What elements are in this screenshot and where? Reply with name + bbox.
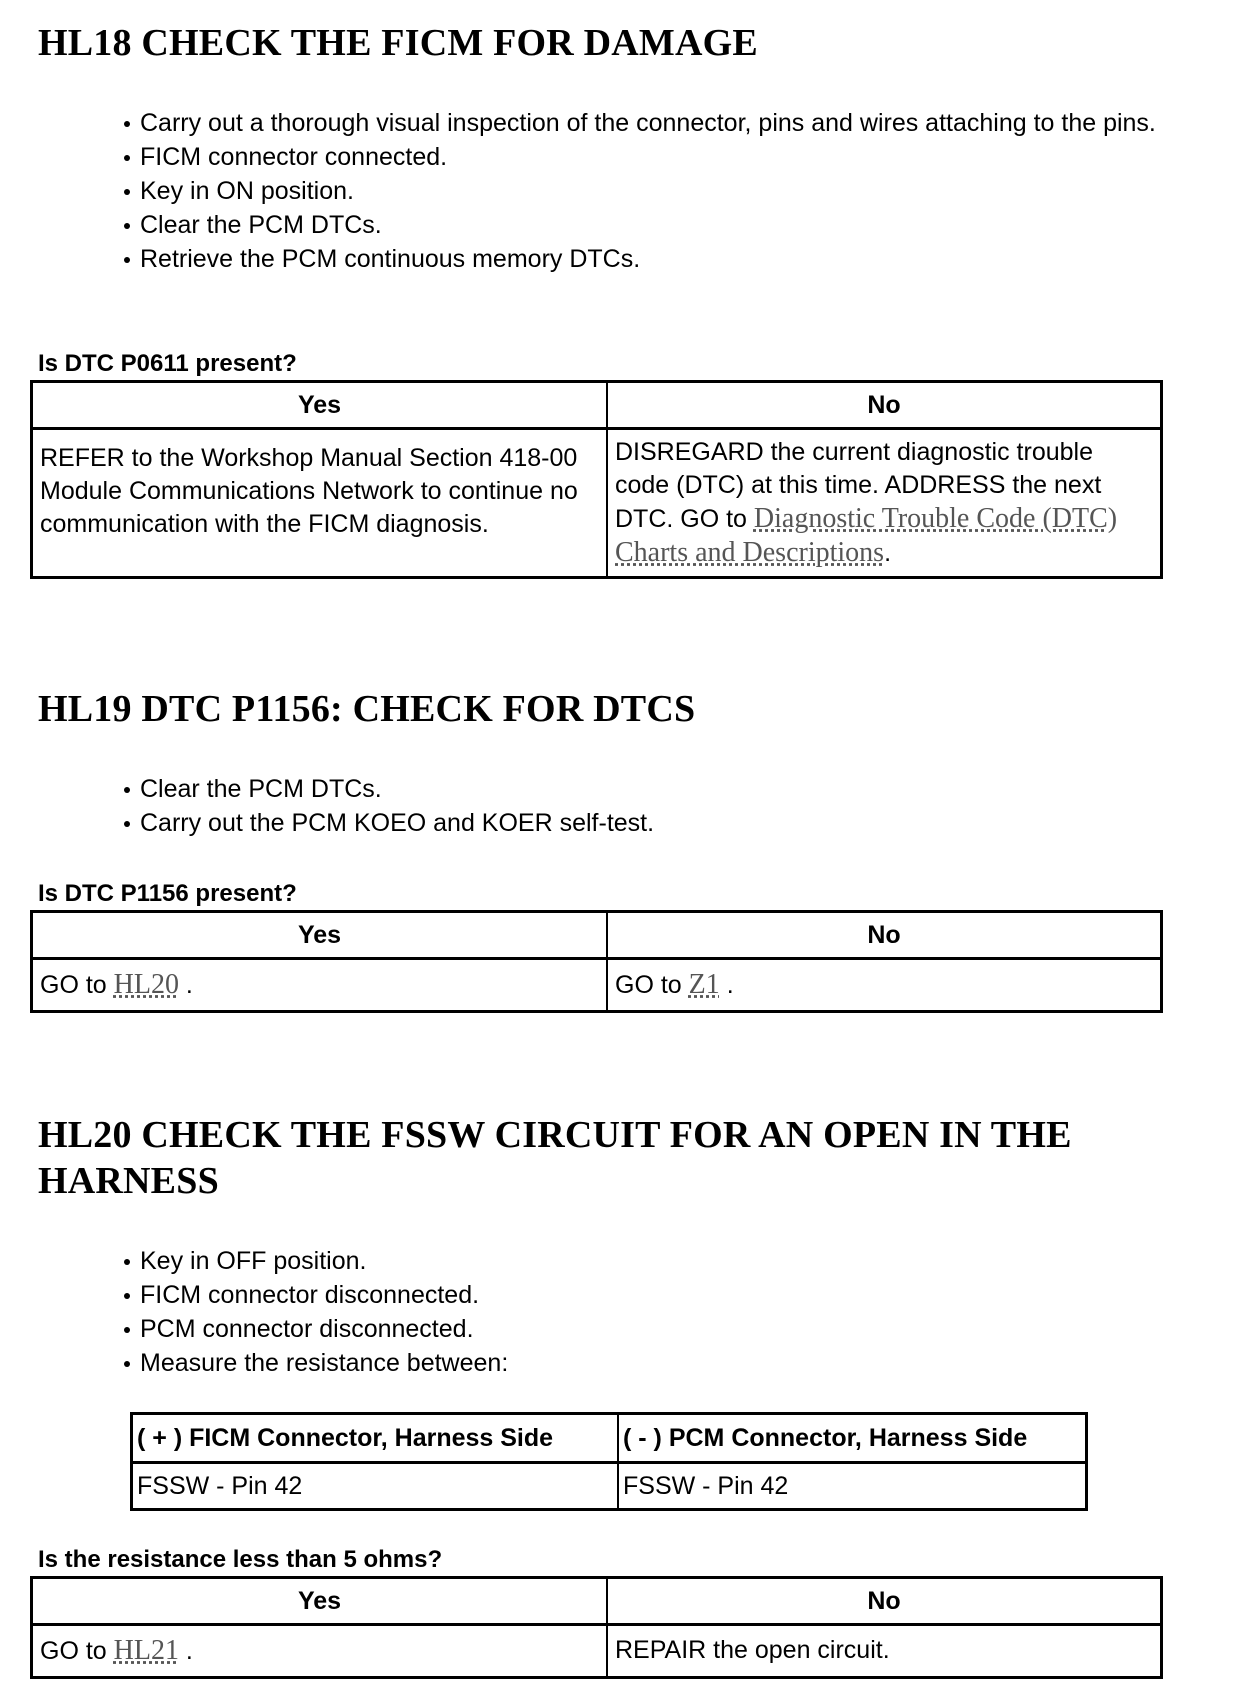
section-heading-hl18: HL18 CHECK THE FICM FOR DAMAGE — [38, 22, 758, 64]
question-hl19: Is DTC P1156 present? — [38, 880, 297, 907]
step-item — [122, 806, 1222, 840]
table-row — [132, 1463, 1087, 1510]
ficm-connector-header: ( + ) FICM Connector, Harness Side — [132, 1414, 619, 1463]
step-item — [122, 772, 1222, 806]
yes-cell — [32, 429, 608, 578]
heading-line-1: HL20 CHECK THE FSSW CIRCUIT FOR AN OPEN IN THE — [38, 1114, 1072, 1156]
table-row — [32, 959, 1162, 1012]
no-cell — [607, 429, 1162, 578]
step-item — [122, 1346, 1222, 1380]
measurement-table — [130, 1412, 1088, 1511]
no-prefix: GO to — [615, 971, 689, 999]
step-text: Clear the PCM DTCs. — [140, 211, 382, 239]
step-text: Clear the PCM DTCs. — [140, 775, 382, 803]
step-item — [122, 174, 1222, 208]
no-text: REPAIR the open circuit. — [615, 1636, 890, 1664]
step-item — [122, 1278, 1222, 1312]
no-cell — [607, 959, 1162, 1012]
step-text: PCM connector disconnected. — [140, 1315, 474, 1343]
table-header-row — [32, 912, 1162, 959]
question-hl20: Is the resistance less than 5 ohms? — [38, 1546, 443, 1573]
heading-line-2: HARNESS — [38, 1160, 219, 1202]
yes-header: Yes — [32, 1578, 608, 1625]
hl21-link[interactable]: HL21 — [113, 1635, 179, 1666]
step-item — [122, 140, 1222, 174]
ficm-pin-cell: FSSW - Pin 42 — [132, 1463, 619, 1510]
no-header: No — [607, 382, 1162, 429]
step-text: FICM connector disconnected. — [140, 1281, 480, 1309]
hl20-link[interactable]: HL20 — [113, 969, 179, 1000]
steps-list-hl18 — [122, 106, 1222, 276]
yes-header: Yes — [32, 912, 608, 959]
yes-suffix: . — [178, 971, 193, 999]
table-header-row — [32, 1578, 1162, 1625]
no-text: DISREGARD the current diagnostic trouble code (DTC) at this time. ADDRESS the next DTC. GO to — [615, 438, 1102, 533]
step-item — [122, 1244, 1222, 1278]
step-text: Retrieve the PCM continuous memory DTCs. — [140, 245, 641, 273]
step-text: FICM connector connected. — [140, 143, 448, 171]
yes-prefix: GO to — [40, 1637, 114, 1665]
yes-no-table-hl20 — [30, 1576, 1163, 1679]
pcm-connector-header: ( - ) PCM Connector, Harness Side — [618, 1414, 1087, 1463]
yes-prefix: GO to — [40, 971, 114, 999]
z1-link[interactable]: Z1 — [688, 969, 720, 1000]
yes-cell — [32, 1625, 608, 1678]
yes-suffix: . — [178, 1637, 193, 1665]
no-text-suffix: . — [884, 539, 892, 567]
steps-list-hl20 — [122, 1244, 1222, 1380]
step-text: Key in OFF position. — [140, 1247, 367, 1275]
table-row — [32, 1625, 1162, 1678]
section-heading-hl20 — [38, 1112, 1072, 1204]
yes-no-table-hl18 — [30, 380, 1163, 579]
step-text: Carry out a thorough visual inspection of the connector, pins and wires attaching to the pins. — [140, 109, 1156, 137]
step-item — [122, 208, 1222, 242]
question-hl18: Is DTC P0611 present? — [38, 350, 297, 377]
table-header-row — [132, 1414, 1087, 1463]
step-item — [122, 1312, 1222, 1346]
step-item — [122, 242, 1222, 276]
table-row — [32, 429, 1162, 578]
table-header-row — [32, 382, 1162, 429]
no-header: No — [607, 912, 1162, 959]
steps-list-hl19 — [122, 772, 1222, 840]
step-text: Key in ON position. — [140, 177, 354, 205]
step-item — [122, 106, 1222, 140]
yes-cell — [32, 959, 608, 1012]
no-header: No — [607, 1578, 1162, 1625]
yes-text: REFER to the Workshop Manual Section 418-00 Module Communications Network to continue no communication with the FICM diagnosis. — [40, 444, 578, 538]
no-cell — [607, 1625, 1162, 1678]
yes-no-table-hl19 — [30, 910, 1163, 1013]
step-text: Measure the resistance between: — [140, 1349, 509, 1377]
section-heading-hl19: HL19 DTC P1156: CHECK FOR DTCS — [38, 688, 696, 730]
dtc-charts-link[interactable]: Diagnostic Trouble Code (DTC) Charts and Descriptions — [615, 503, 1118, 568]
yes-header: Yes — [32, 382, 608, 429]
no-suffix: . — [719, 971, 734, 999]
step-text: Carry out the PCM KOEO and KOER self-test. — [140, 809, 655, 837]
pcm-pin-cell: FSSW - Pin 42 — [618, 1463, 1087, 1510]
